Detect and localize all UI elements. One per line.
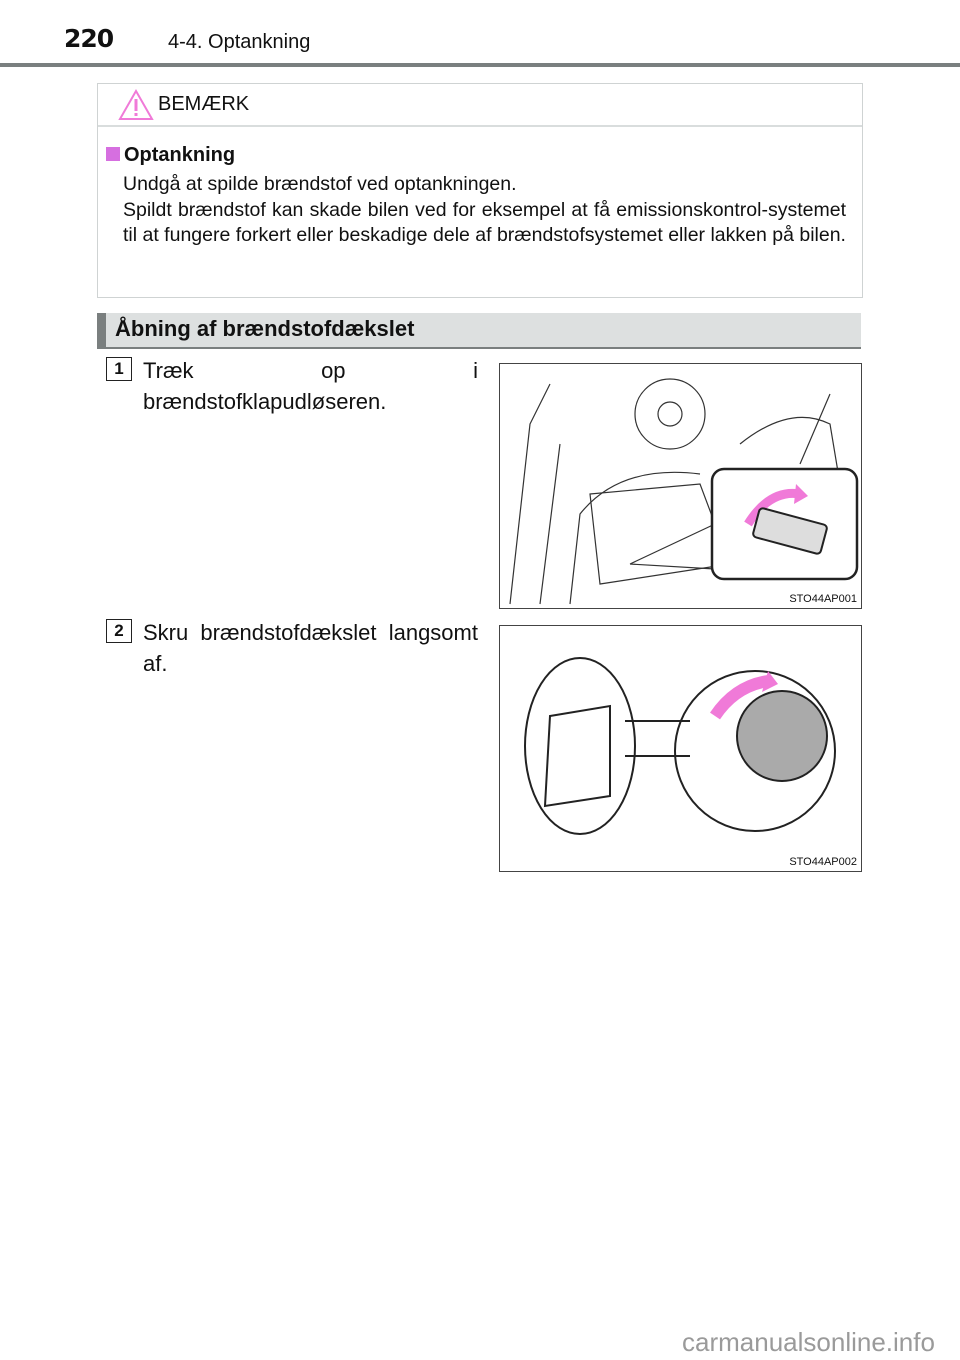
step-text: Træk op i brændstofklapudløseren. [143, 358, 478, 414]
notice-paragraph: Undgå at spilde brændstof ved optankningen. [123, 173, 517, 195]
warning-triangle-icon [118, 89, 154, 121]
step-number: 2 [106, 619, 132, 643]
notice-box [97, 83, 863, 298]
chapter-title: 4-4. Optankning [168, 31, 311, 53]
step-text: Skru brændstofdækslet langsomt af. [143, 620, 478, 676]
notice-subheading [106, 144, 235, 167]
step-number: 1 [106, 357, 132, 381]
header-rule [0, 63, 960, 67]
section-bar [97, 313, 106, 349]
notice-title: BEMÆRK [158, 93, 250, 115]
figure-code: STO44AP001 [789, 593, 857, 605]
notice-subheading-text: Optankning [124, 144, 236, 166]
square-bullet-icon [106, 147, 120, 161]
notice-paragraph: Spildt brændstof kan skade bilen ved for eksempel at få emissionskontrol-systemet til at fungere forkert eller beskadige dele af brændstofsystemet eller lakken på bilen. [123, 198, 846, 246]
section-title: Åbning af brændstofdækslet [115, 316, 415, 341]
figure-fuel-door-release [499, 363, 862, 609]
page-number: 220 [64, 24, 114, 53]
notice-text [123, 172, 846, 249]
notice-header [98, 84, 862, 127]
car-interior-illustration [500, 364, 861, 608]
figure-code: STO44AP002 [789, 856, 857, 868]
figure-fuel-cap [499, 625, 862, 872]
fuel-cap-illustration [500, 626, 861, 871]
section-heading [97, 313, 861, 349]
watermark: carmanualsonline.info [682, 1327, 935, 1357]
